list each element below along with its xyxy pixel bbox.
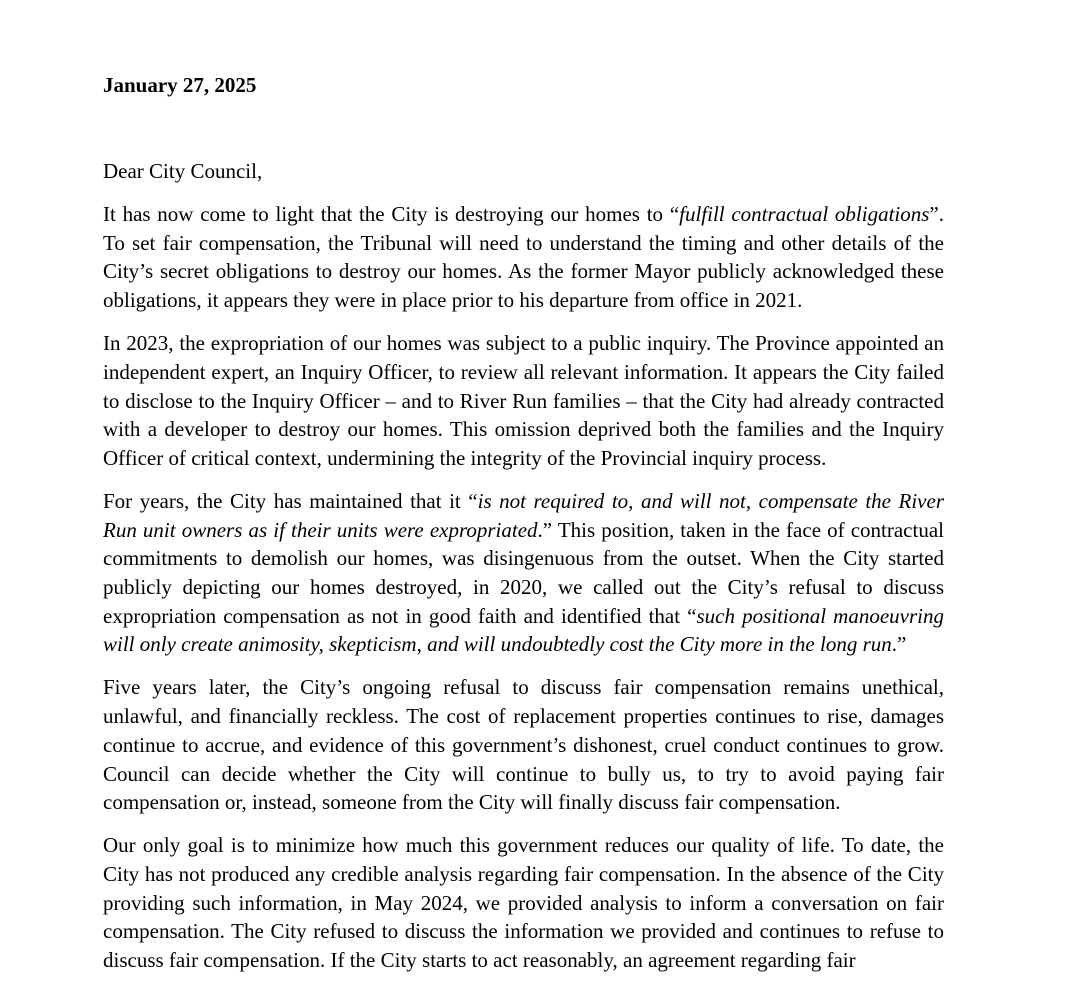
- letter-paragraph: Five years later, the City’s ongoing refusal to discuss fair compensation remains unethical, unlawful, and financially reckless. The cost of replacement properties continues to rise, damages continue to accrue, and evidence of this government’s dishonest, cruel conduct continues to grow. Council can decide whether the City will continue to bully us, to try to avoid paying fair compensation or, instead, someone from the City will finally discuss fair compensation.: [103, 675, 944, 815]
- letter-salutation: Dear City Council,: [103, 159, 263, 183]
- letter-paragraph: It has now come to light that the City is destroying our homes to “fulfill contractual obligations”. To set fair compensation, the Tribunal will need to understand the timing and other details of the City’s secret obligations to destroy our homes. As the former Mayor publicly acknowledged these obligations, it appears they were in place prior to his departure from office in 2021.: [103, 202, 944, 313]
- letter-paragraph: Our only goal is to minimize how much this government reduces our quality of life. To date, the City has not produced any credible analysis regarding fair compensation. In the absence of the City providing such information, in May 2024, we provided analysis to inform a conversation on fair compensation. The City refused to discuss the information we provided and continues to refuse to discuss fair compensation. If the City starts to act reasonably, an agreement regarding fair: [103, 833, 944, 973]
- letter-date: January 27, 2025: [103, 73, 257, 97]
- letter-paragraph: For years, the City has maintained that it “is not required to, and will not, compensate the River Run unit owners as if their units were expropriated.” This position, taken in the face of contractual commitments to demolish our homes, was disingenuous from the outset. When the City started publicly depicting our homes destroyed, in 2020, we called out the City’s refusal to discuss expropriation compensation as not in good faith and identified that “such positional manoeuvring will only create animosity, skepticism, and will undoubtedly cost the City more in the long run.”: [103, 488, 944, 657]
- letter-body: [103, 200, 944, 975]
- letter-paragraph: In 2023, the expropriation of our homes was subject to a public inquiry. The Province appointed an independent expert, an Inquiry Officer, to review all relevant information. It appears the City failed to disclose to the Inquiry Officer – and to River Run families – that the City had already contracted with a developer to destroy our homes. This omission deprived both the families and the Inquiry Officer of critical context, undermining the integrity of the Provincial inquiry process.: [103, 331, 944, 470]
